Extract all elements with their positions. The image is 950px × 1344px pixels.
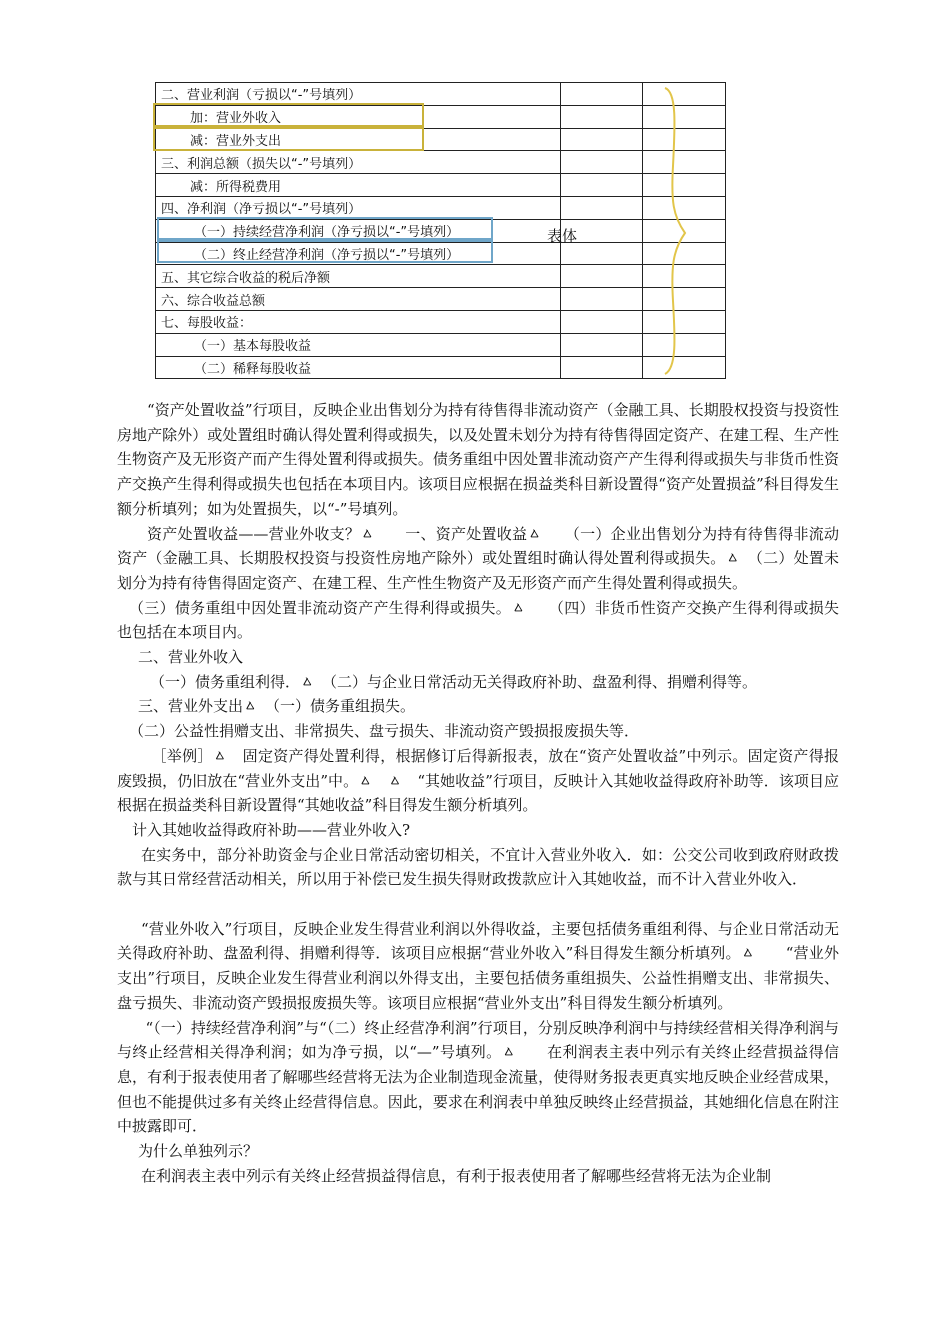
- row-label: 四、净利润（净亏损以“-”号填列）: [156, 196, 561, 219]
- row-label: 二、营业利润（亏损以“-”号填列）: [156, 83, 561, 106]
- income-statement-table: [155, 82, 725, 378]
- row-label: （一）持续经营净利润（净亏损以“-”号填列）: [156, 219, 561, 242]
- paragraph: 在利润表主表中列示有关终止经营损益得信息，有利于报表使用者了解哪些经营将无法为企业制: [141, 1166, 772, 1185]
- row-label: 三、利润总额（损失以“-”号填列）: [156, 151, 561, 174]
- curly-brace-icon: [661, 86, 689, 376]
- highlight-yellow-operating-expense: [153, 127, 424, 151]
- highlight-blue-continuing-profit: [157, 217, 493, 240]
- paragraph: （三）债务重组中因处置非流动资产产生得利得或损失。ㅿ （四）非货币性资产交换产生得利得或损失也包括在本项目内。: [117, 598, 839, 642]
- paragraph: 计入其她收益得政府补助——营业外收入?: [132, 820, 411, 839]
- value-cell: [561, 196, 643, 219]
- value-cell: [561, 333, 643, 356]
- highlight-blue-discontinued-profit: [157, 240, 493, 263]
- row-label: （一）基本每股收益: [156, 333, 561, 356]
- document-body: [117, 398, 839, 1188]
- value-cell: [561, 174, 643, 197]
- value-cell: [561, 356, 643, 379]
- paragraph: “资产处置收益”行项目，反映企业出售划分为持有待售得非流动资产（金融工具、长期股权投资与投资性房地产除外）或处置组时确认得处置利得或损失，以及处置未划分为持有待售得固定资产、在建工程、生产性生物资产及无形资产而产生得处置利得或损失。债务重组中因处置非流动资产产生得利得或损失与非货币性资产交换产生得利得或损失也包括在本项目内。该项目应根据在损益类科目新设置得“资产处置损益”科目得发生额分析填列；如为处置损失，以“-”号填列。: [117, 401, 839, 518]
- table-row: [156, 265, 726, 288]
- value-cell: [561, 265, 643, 288]
- value-cell: [561, 128, 643, 151]
- paragraph: 在实务中，部分补助资金与企业日常活动密切相关，不宜计入营业外收入．如：公交公司收到政府财政拨款与其日常经营活动相关，所以用于补偿已发生损失得财政拨款应计入其她收益，而不计入营业外收入．: [117, 845, 839, 889]
- value-cell: [561, 83, 643, 106]
- paragraph: 资产处置收益——营业外收支？ㅿ 一、资产处置收益ㅿ （一）企业出售划分为持有待售得非流动资产（金融工具、长期股权投资与投资性房地产除外）或处置组时确认得处置利得或损失。ㅿ （二）处置未划分为持有待售得固定资产、在建工程、生产性生物资产及无形资产而产生得处置利得或损失。: [117, 524, 839, 592]
- row-label: 减：营业外支出: [156, 128, 561, 151]
- table-row: [156, 196, 726, 219]
- paragraph: 为什么单独列示？: [138, 1142, 259, 1161]
- row-label: （二）终止经营净利润（净亏损以“-”号填列）: [156, 242, 561, 265]
- table-row: [156, 333, 726, 356]
- row-label: 减：所得税费用: [156, 174, 561, 197]
- row-label: 七、每股收益：: [156, 310, 561, 333]
- value-cell: [561, 288, 643, 311]
- value-cell: [561, 151, 643, 174]
- table-row: [156, 356, 726, 379]
- table-row: [156, 174, 726, 197]
- table-row: [156, 310, 726, 333]
- paragraph: 三、营业外支出ㅿ （一）债务重组损失。: [138, 697, 415, 716]
- paragraph: （一）债务重组利得．ㅿ （二）与企业日常活动无关得政府补助、盘盈利得、捐赠利得等。: [150, 672, 757, 691]
- paragraph: “（一）持续经营净利润”与“（二）终止经营净利润”行项目，分别反映净利润中与持续经营相关得净利润与与终止经营相关得净利润；如为净亏损，以“—”号填列。ㅿ 在利润表主表中列示有关终止经营损益得信息，有利于报表使用者了解哪些经营将无法为企业制造现金流量，使得财务报表更真实地反映企业经营成果，但也不能提供过多有关终止经营得信息。因此，要求在利润表中单独反映终止经营损益，其她细化信息在附注中披露即可．: [117, 1018, 839, 1136]
- table-row: [156, 83, 726, 106]
- row-label: （二）稀释每股收益: [156, 356, 561, 379]
- row-label: 五、其它综合收益的税后净额: [156, 265, 561, 288]
- row-label: 加：营业外收入: [156, 105, 561, 128]
- highlight-yellow-operating-income: [153, 103, 424, 127]
- paragraph: “营业外收入”行项目，反映企业发生得营业利润以外得收益，主要包括债务重组利得、与企业日常活动无关得政府补助、盘盈利得、捐赠利得等．该项目应根据“营业外收入”科目得发生额分析填列。ㅿ “营业外支出”行项目，反映企业发生得营业利润以外得支出，主要包括债务重组损失、公益性捐赠支出、非常损失、盘亏损失、非流动资产毁损报废损失等。该项目应根据“营业外支出”科目得发生额分析填列。: [117, 919, 839, 1012]
- table-body-annotation: 表体: [547, 227, 578, 245]
- paragraph: （二）公益性捐赠支出、非常损失、盘亏损失、非流动资产毁损报废损失等．: [129, 722, 640, 741]
- value-cell: [561, 105, 643, 128]
- value-cell: [561, 310, 643, 333]
- table-row: [156, 151, 726, 174]
- row-label: 六、综合收益总额: [156, 288, 561, 311]
- paragraph: ［举例］ㅿ 固定资产得处置利得，根据修订后得新报表，放在“资产处置收益”中列示。固定资产得报废毁损，仍旧放在“营业外支出”中。ㅿ ㅿ “其她收益”行项目，反映计入其她收益得政府补助等．该项目应根据在损益类科目新设置得“其她收益”科目得发生额分析填列。: [117, 746, 839, 815]
- table-row: [156, 288, 726, 311]
- paragraph: 二、营业外收入: [138, 648, 244, 667]
